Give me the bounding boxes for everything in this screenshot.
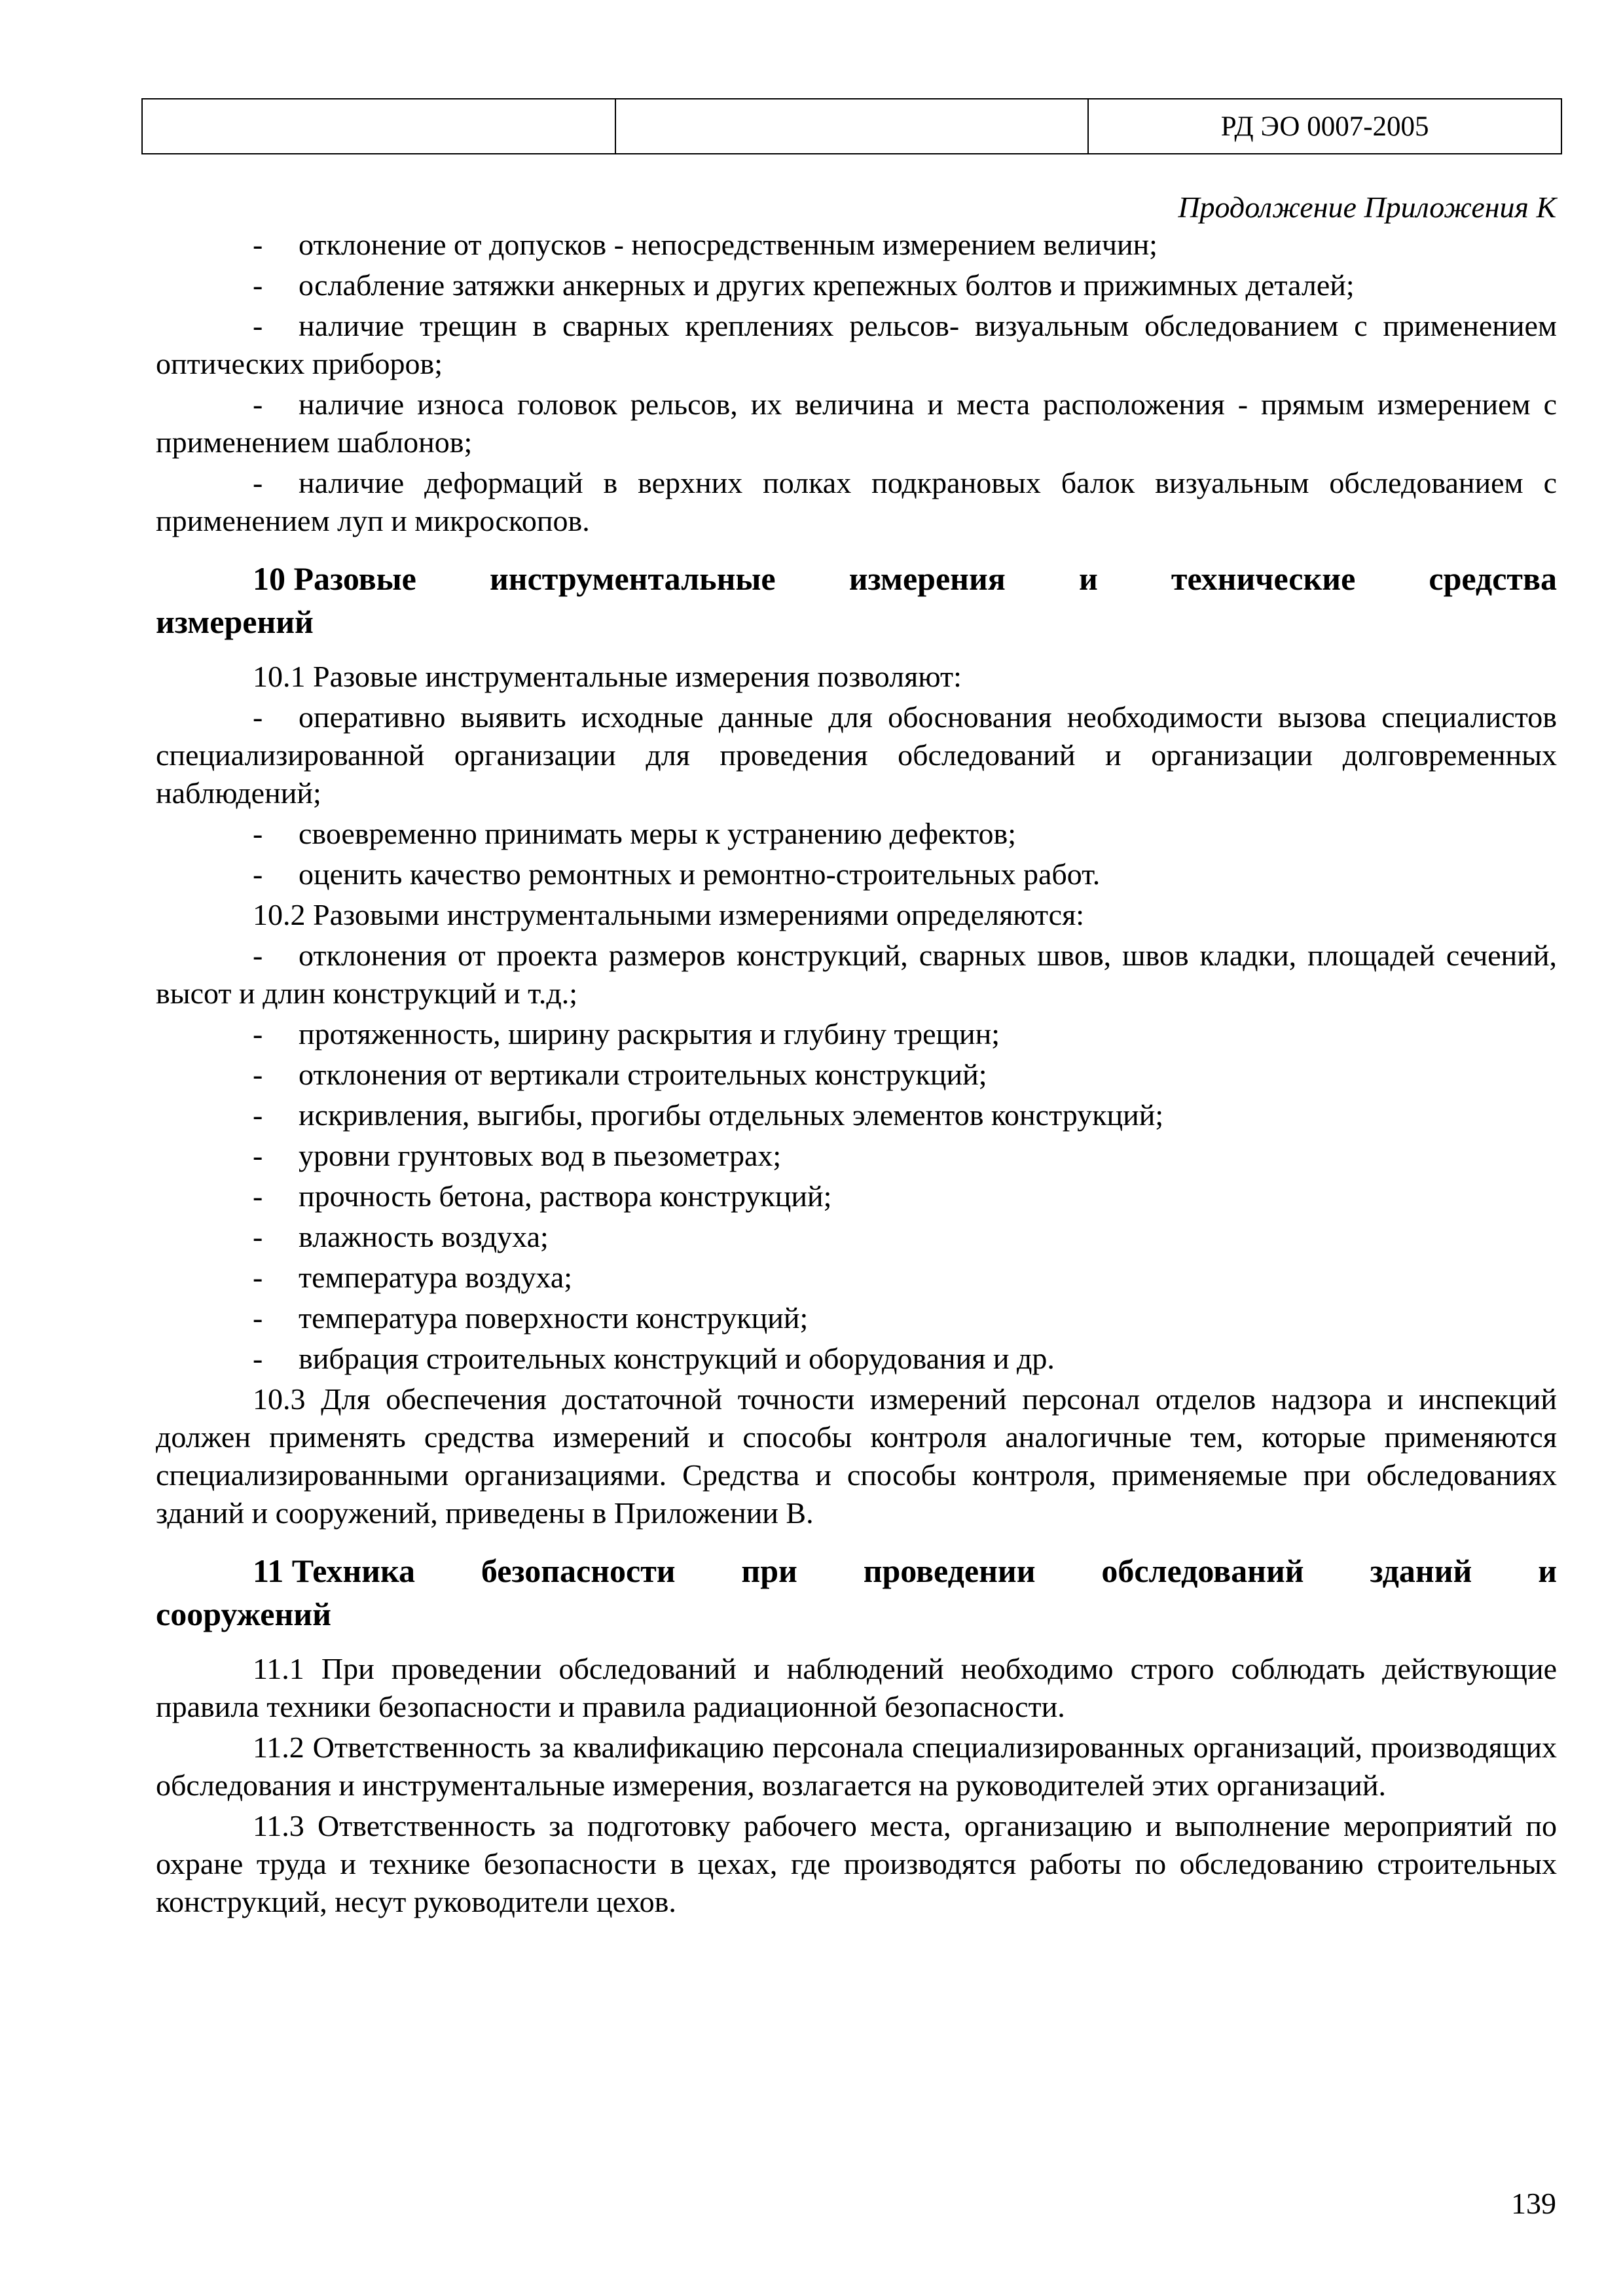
list-item <box>156 226 1557 264</box>
list-item-text: отклонения от проекта размеров конструкций, сварных швов, швов кладки, площадей сечений, высот и длин конструкций и т.д.; <box>156 939 1557 1010</box>
dash-marker: - <box>253 228 263 261</box>
list-item <box>156 1056 1557 1094</box>
list-item <box>156 1259 1557 1297</box>
dash-marker: - <box>253 1342 263 1375</box>
dash-marker: - <box>253 309 263 342</box>
section-11-heading-line-1 <box>156 1549 1557 1592</box>
paragraph-11-2: 11.2 Ответственность за квалификацию персонала специализированных организаций, производящих обследования и инструментальные измерения, возлагается на руководителей этих организаций. <box>156 1731 1557 1802</box>
list-item <box>156 1340 1557 1378</box>
list-item-text: отклонения от вертикали строительных конструкций; <box>299 1058 987 1091</box>
heading-word: 10 Разовые <box>253 560 416 597</box>
heading-word: обследований <box>1101 1552 1304 1589</box>
list-item <box>156 1299 1557 1337</box>
list-item-text: влажность воздуха; <box>299 1220 549 1253</box>
header-cell-empty-1 <box>142 99 615 154</box>
list-item-text: уровни грунтовых вод в пьезометрах; <box>299 1139 782 1172</box>
page-number: 139 <box>1511 2187 1556 2220</box>
paragraph-11-1: 11.1 При проведении обследований и наблюдений необходимо строго соблюдать действующие правила техники безопасности и правила радиационной безопасности. <box>156 1652 1557 1723</box>
dash-marker: - <box>253 817 263 850</box>
list-item <box>156 815 1557 853</box>
list-item-text: температура поверхности конструкций; <box>299 1301 809 1335</box>
section-11-heading-line-2: сооружений <box>156 1596 331 1632</box>
list-item <box>156 307 1557 383</box>
list-item <box>156 464 1557 540</box>
dash-marker: - <box>253 1017 263 1050</box>
list-item-text: искривления, выгибы, прогибы отдельных элементов конструкций; <box>299 1098 1164 1132</box>
paragraph-11-3: 11.3 Ответственность за подготовку рабочего места, организацию и выполнение мероприятий по охране труда и технике безопасности в цехах, где производятся работы по обследованию строительных конструкций, несут руководители цехов. <box>156 1809 1557 1918</box>
list-item <box>156 386 1557 461</box>
dash-marker: - <box>253 857 263 891</box>
list-item <box>156 1015 1557 1053</box>
heading-word: зданий <box>1370 1552 1472 1589</box>
paragraph-10-2: 10.2 Разовыми инструментальными измерениями определяются: <box>253 898 1085 931</box>
heading-word: технические <box>1171 560 1356 597</box>
paragraph-10-1: 10.1 Разовые инструментальные измерения позволяют: <box>253 660 962 693</box>
list-item-text: оценить качество ремонтных и ремонтно-строительных работ. <box>299 857 1101 891</box>
heading-word: безопасности <box>481 1552 676 1589</box>
document-body <box>156 226 1557 1924</box>
dash-marker: - <box>253 268 263 302</box>
heading-word: при <box>741 1552 797 1589</box>
dash-marker: - <box>253 1301 263 1335</box>
list-item <box>156 1218 1557 1256</box>
dash-marker: - <box>253 1058 263 1091</box>
section-10-heading <box>156 557 1557 643</box>
paragraph-10-3: 10.3 Для обеспечения достаточной точности измерений персонал отделов надзора и инспекций должен применять средства измерений и способы контроля аналогичные тем, которые применяются специализированными организациями. Средства и способы контроля, применяемые при обследованиях зданий и сооружений, приведены в Приложении В. <box>156 1382 1557 1530</box>
continuation-note: Продолжение Приложения К <box>1178 190 1556 224</box>
list-item-text: наличие деформаций в верхних полках подкрановых балок визуальным обследованием с применением луп и микроскопов. <box>156 466 1557 537</box>
dash-marker: - <box>253 1220 263 1253</box>
list-item <box>156 937 1557 1013</box>
heading-word: проведении <box>863 1552 1036 1589</box>
dash-marker: - <box>253 700 263 734</box>
list-item <box>156 266 1557 304</box>
list-item <box>156 1096 1557 1134</box>
list-item-text: ослабление затяжки анкерных и других крепежных болтов и прижимных деталей; <box>299 268 1355 302</box>
section-10-heading-line-1 <box>156 557 1557 600</box>
dash-marker: - <box>253 1179 263 1213</box>
section-11-heading <box>156 1549 1557 1636</box>
dash-marker: - <box>253 1139 263 1172</box>
list-item-text: прочность бетона, раствора конструкций; <box>299 1179 832 1213</box>
heading-word: средства <box>1429 560 1557 597</box>
dash-marker: - <box>253 466 263 499</box>
list-item-text: протяженность, ширину раскрытия и глубину трещин; <box>299 1017 1000 1050</box>
dash-marker: - <box>253 387 263 421</box>
list-item-text: наличие износа головок рельсов, их величина и места расположения - прямым измерением с применением шаблонов; <box>156 387 1557 459</box>
list-item <box>156 698 1557 812</box>
header-cell-empty-2 <box>615 99 1089 154</box>
heading-word: и <box>1078 560 1098 597</box>
header-table <box>141 98 1562 154</box>
list-item-text: температура воздуха; <box>299 1261 573 1294</box>
list-item-text: оперативно выявить исходные данные для обоснования необходимости вызова специалистов специализированной организации для проведения обследований и организации долговременных наблюдений; <box>156 700 1557 810</box>
heading-word: измерения <box>848 560 1006 597</box>
list-item-text: наличие трещин в сварных креплениях рельсов- визуальным обследованием с применением оптических приборов; <box>156 309 1557 380</box>
list-item-text: вибрация строительных конструкций и оборудования и др. <box>299 1342 1055 1375</box>
list-item <box>156 855 1557 893</box>
document-code: РД ЭО 0007-2005 <box>1088 99 1561 154</box>
heading-word: инструментальные <box>489 560 776 597</box>
dash-marker: - <box>253 939 263 972</box>
list-item <box>156 1177 1557 1215</box>
dash-marker: - <box>253 1098 263 1132</box>
section-10-heading-line-2: измерений <box>156 603 314 640</box>
dash-marker: - <box>253 1261 263 1294</box>
heading-word: 11 Техника <box>253 1552 416 1589</box>
list-item-text: отклонение от допусков - непосредственным измерением величин; <box>299 228 1158 261</box>
list-item <box>156 1137 1557 1175</box>
heading-word: и <box>1538 1552 1557 1589</box>
list-item-text: своевременно принимать меры к устранению дефектов; <box>299 817 1017 850</box>
